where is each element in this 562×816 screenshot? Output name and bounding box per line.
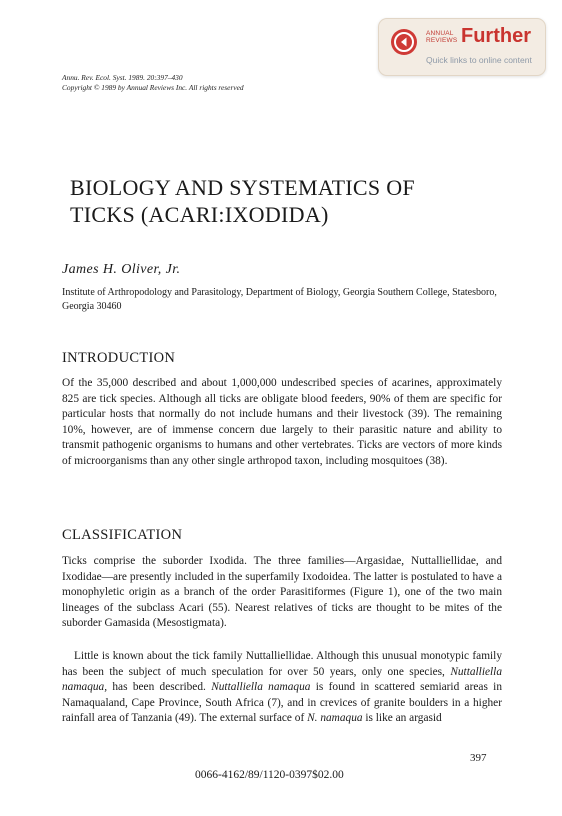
brand-line-2: REVIEWS xyxy=(426,37,458,44)
para2-text-a: Little is known about the tick family Nuttalliellidae. Although this unusual monotypic family has been the subject of much speculation for over 50 years, only one species, xyxy=(62,650,502,678)
play-arrow-icon xyxy=(391,29,417,55)
species-name-1: Nuttalliella namaqua, xyxy=(62,665,502,693)
para2-text-c: is found in scattered semiarid areas in Namaqualand, Cape Province, South Africa (7), and in crevices of granite boulders in a higher rainfall area of Tanzania (49). The external surface of xyxy=(62,681,502,724)
annual-reviews-logo-text xyxy=(426,30,457,44)
citation-line: Annu. Rev. Ecol. Syst. 1989. 20:397–430 xyxy=(62,73,183,82)
introduction-heading: INTRODUCTION xyxy=(62,350,176,366)
title-line-1: BIOLOGY AND SYSTEMATICS OF xyxy=(70,175,415,200)
classification-paragraph-1: Ticks comprise the suborder Ixodida. The three families—Argasidae, Nuttalliellidae, and Ixodidae—are presently included in the superfamily Ixodoidea. The latter is postulated to have a monophyletic origin as a branch of the order Parasitiformes (Figure 1), one of the two main lineages of the subclass Acari (55). Nearest relatives of ticks are thought to be mites of the suborder Gamasida (Mesostigmata). xyxy=(62,555,502,629)
species-name-3: N. namaqua xyxy=(307,712,363,724)
further-badge[interactable] xyxy=(378,18,546,76)
classification-heading: CLASSIFICATION xyxy=(62,527,183,543)
author-affiliation: Institute of Arthropodology and Parasitology, Department of Biology, Georgia Southern College, Statesboro, Georgia 30460 xyxy=(62,287,497,312)
para2-text-d: is like an argasid xyxy=(362,712,442,724)
article-title xyxy=(70,174,500,228)
copyright-line: Copyright © 1989 by Annual Reviews Inc. All rights reserved xyxy=(62,83,244,92)
brand-line-1: ANNUAL xyxy=(426,30,454,37)
para2-text-b: has been described. xyxy=(107,681,212,693)
author-name: James H. Oliver, Jr. xyxy=(62,262,181,277)
further-word: Further xyxy=(461,25,531,47)
title-line-2: TICKS (ACARI:IXODIDA) xyxy=(70,202,329,227)
article-code: 0066-4162/89/1120-0397$02.00 xyxy=(195,769,344,781)
species-name-2: Nuttalliella namaqua xyxy=(211,681,311,693)
further-subtitle: Quick links to online content xyxy=(426,55,532,65)
page-number: 397 xyxy=(470,752,487,764)
classification-paragraph-2 xyxy=(62,649,502,727)
introduction-paragraph: Of the 35,000 described and about 1,000,000 undescribed species of acarines, approximately 825 are tick species. Although all ticks are obligate blood feeders, 90% of them are specific for particular hosts that normally do not include humans and their livestock (39). The remaining 10%, however, are of immense concern due largely to their parasitic nature and ability to transmit pathogenic organisms to humans and other vertebrates. Ticks are vectors of more kinds of microorganisms than any other single arthropod taxon, including mosquitoes (38). xyxy=(62,377,502,467)
